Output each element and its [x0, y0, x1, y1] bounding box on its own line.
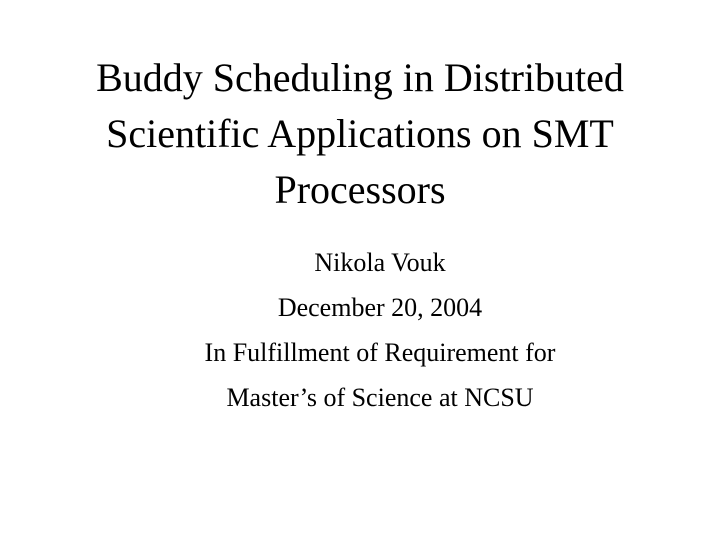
subtitle-line: Master’s of Science at NCSU: [226, 383, 534, 412]
author-name: Nikola Vouk: [314, 248, 446, 277]
subtitle-line: In Fulfillment of Requirement for: [204, 338, 556, 367]
title-line: Buddy Scheduling in Distributed: [96, 55, 624, 100]
title-line: Scientific Applications on SMT: [106, 111, 614, 156]
slide-title: [30, 50, 690, 218]
title-line: Processors: [274, 167, 446, 212]
slide-subtitle: [100, 240, 660, 420]
presentation-date: December 20, 2004: [277, 293, 483, 322]
